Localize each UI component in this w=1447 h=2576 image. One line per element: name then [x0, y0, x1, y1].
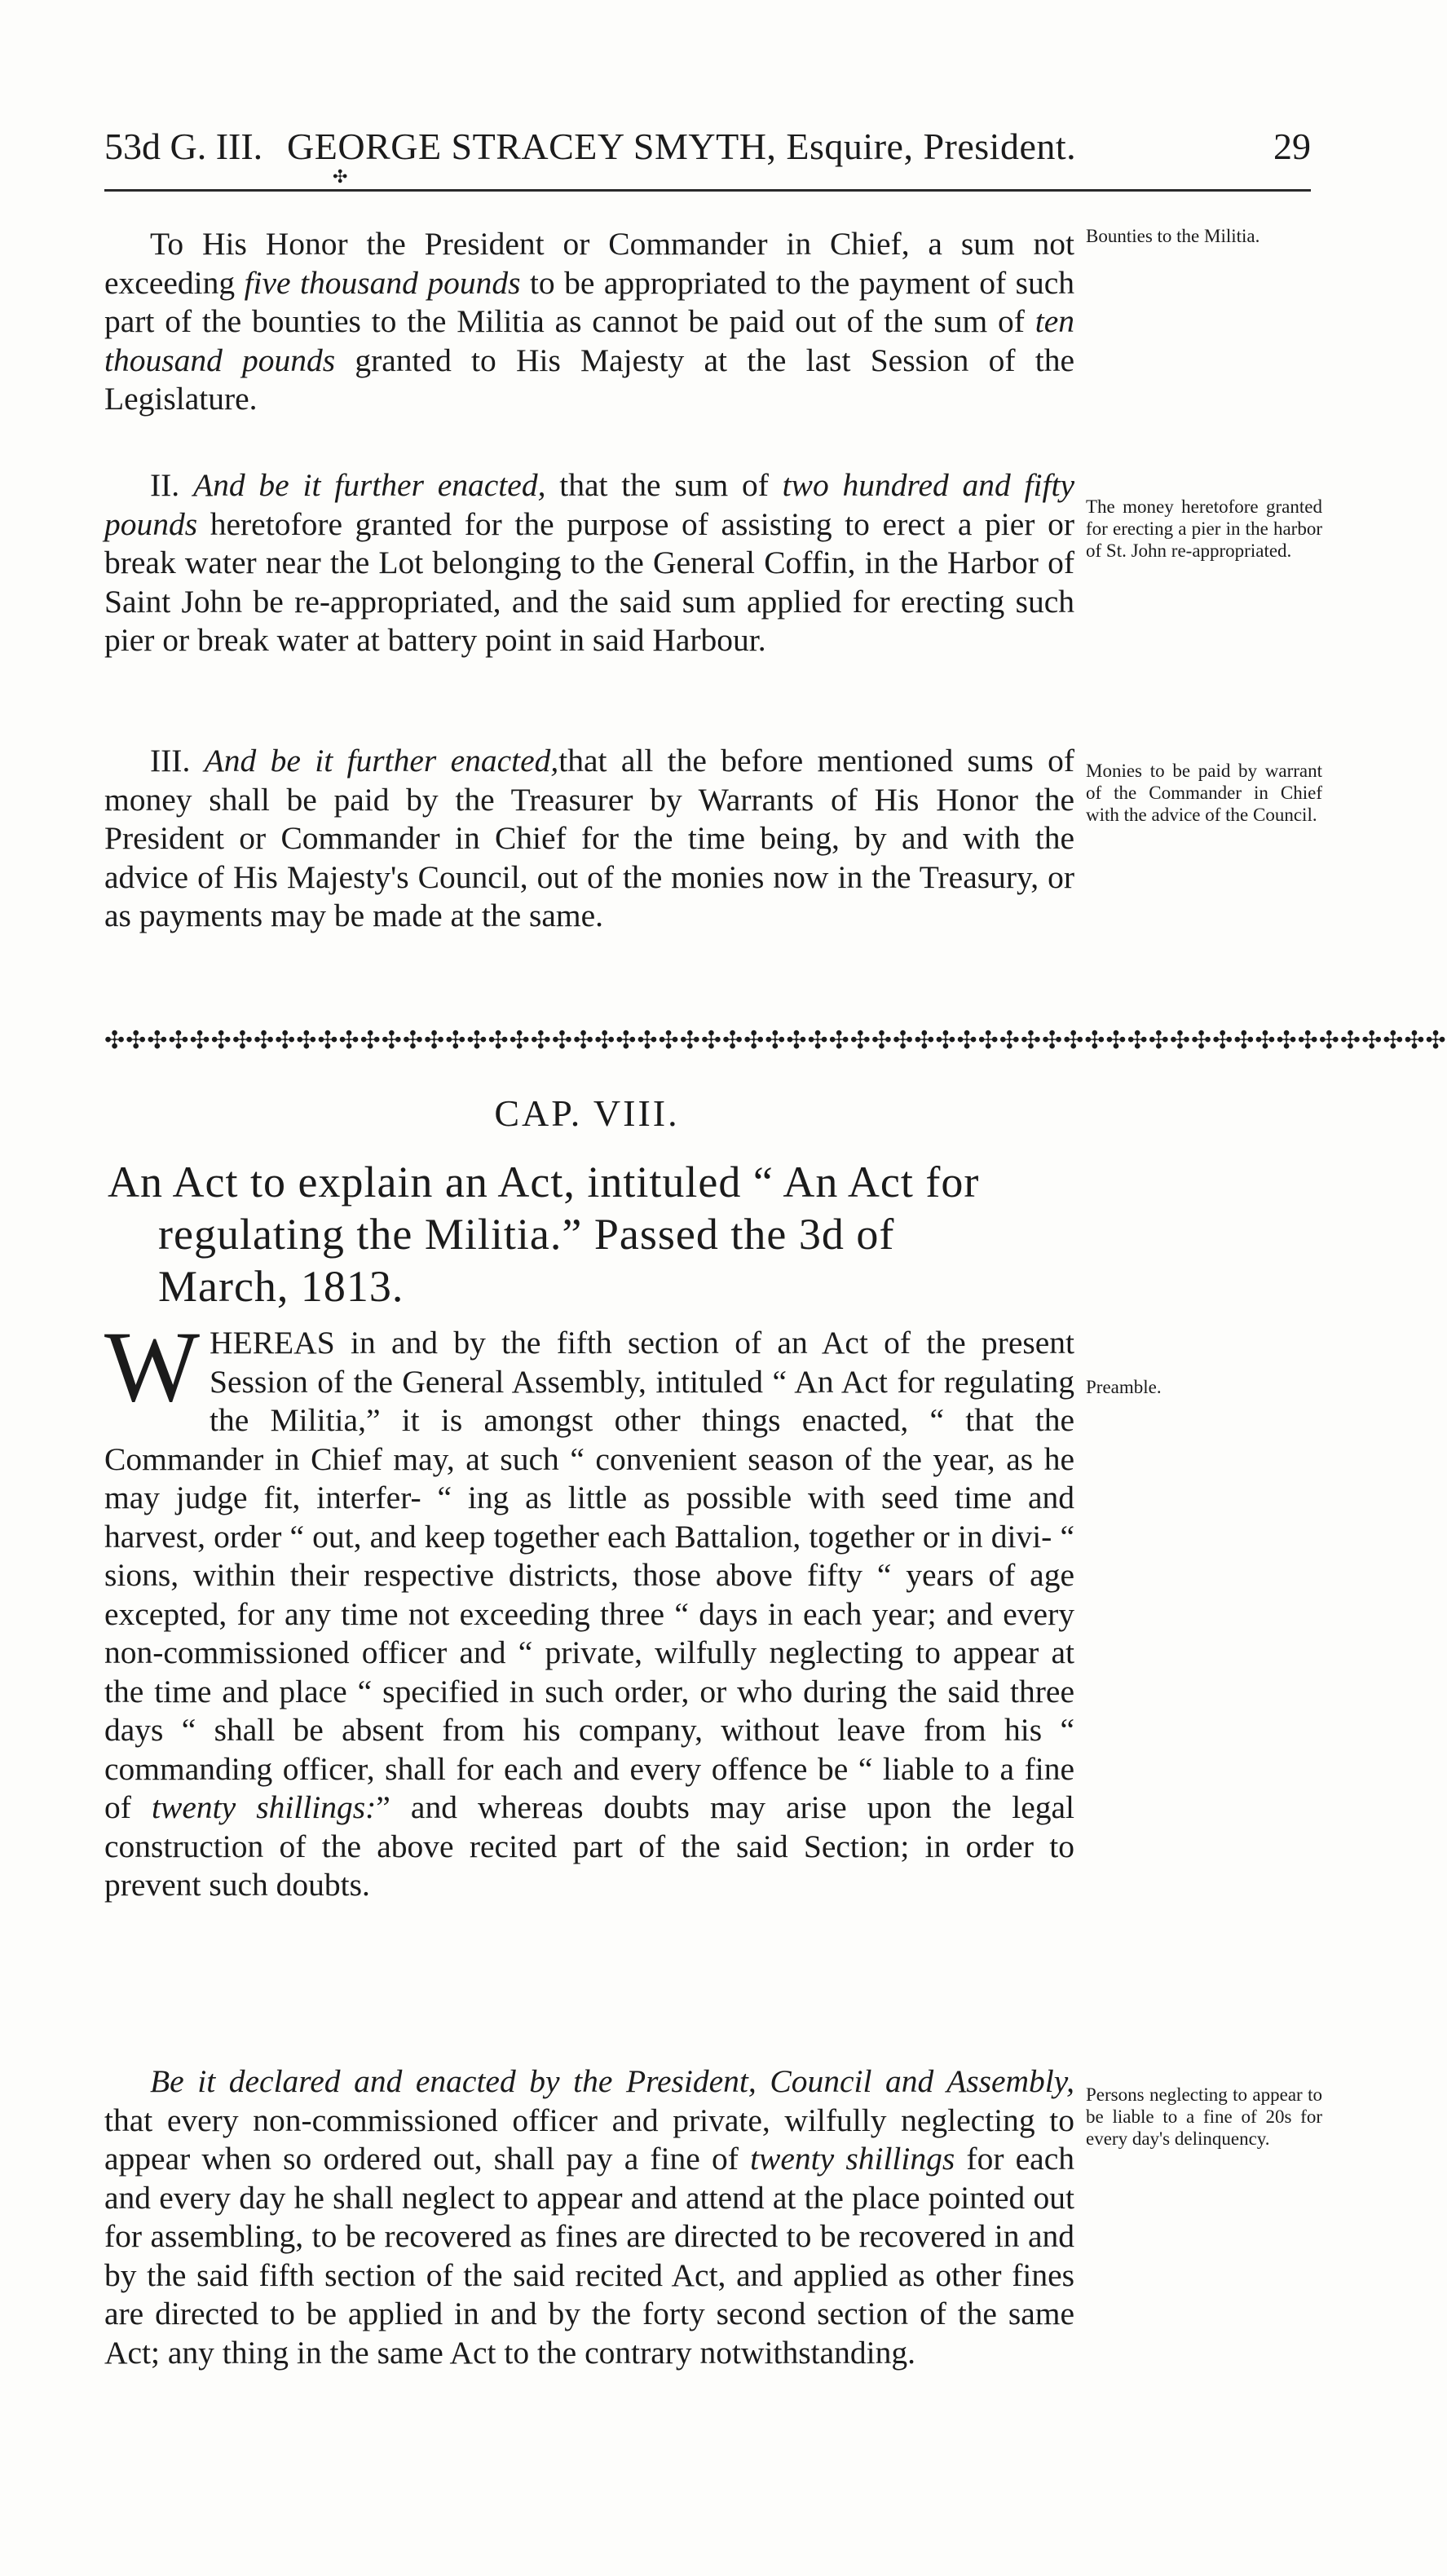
margin-note-preamble: Preamble.	[1086, 1377, 1162, 1397]
section-3-numeral: III.	[150, 743, 205, 779]
section-1-text-a: To His Honor the President or Commander in Chief, a sum not exceeding	[104, 226, 1074, 301]
margin-note-money: The money heretofore granted for erecting a pier in the harbor of St. John re-appropriated.	[1086, 496, 1322, 561]
preamble-text-end: ” and whereas doubts may arise upon the legal construction of the above recited part of the said Section; in order to prevent such doubts.	[104, 1789, 1075, 1903]
ornamental-divider: ✣✣✣✣✣✣✣✣✣✣✣✣✣✣✣✣✣✣✣✣✣✣✣✣✣✣✣✣✣✣✣✣✣✣✣✣✣✣✣✣✣✣✣✣✣✣✣✣✣✣✣✣✣✣✣✣✣✣✣✣✣✣✣	[104, 1027, 1447, 1054]
section-1-text-b: to be appropriated to the payment of such part of the bounties to the Militia as cannot be paid out of the sum of	[104, 264, 1074, 339]
margin-note-bounties: Bounties to the Militia.	[1086, 226, 1260, 246]
preamble-paragraph	[104, 1311, 1075, 1905]
preamble-dropcap: W	[104, 1311, 201, 1423]
section-1-amount-2: ten thousand pounds	[104, 303, 1074, 378]
section-3-paragraph	[104, 742, 1074, 936]
section-1-text-c: granted to His Majesty at the last Session of the Legislature.	[104, 342, 1074, 417]
preamble-fine: twenty shillings:	[152, 1789, 377, 1825]
section-3-text: that all the before mentioned sums of money shall be paid by the Treasurer by Warrants of His Honor the President or Commander in Chief for the time being, by and with the advice of His Majesty's Council, out of the monies now in the Treasury, or as payments may be made at the same.	[104, 743, 1074, 933]
section-2-numeral: II.	[150, 467, 193, 503]
act-title-line-3: March, 1813.	[158, 1262, 404, 1311]
section-2-amount: two hundred and fifty pounds	[104, 467, 1074, 542]
section-2-text-b: heretofore granted for the purpose of assisting to erect a pier or break water near the Lot belonging to the General Coffin, in the Harbor of Saint John be re-appropriated, and the said sum applied for erecting such pier or break water at battery point in said Harbour.	[104, 505, 1074, 658]
enactment-enacting-words: Be it declared and enacted by the President, Council and Assembly,	[150, 2063, 1074, 2099]
header-regnal-year: 53d G. III.	[104, 126, 263, 167]
act-title-line-1: An Act to explain an Act, intituled “ An Act for	[108, 1158, 980, 1206]
margin-note-monies: Monies to be paid by warrant of the Commander in Chief with the advice of the Council.	[1086, 761, 1322, 825]
section-1-amount-1: five thousand pounds	[244, 264, 521, 301]
enactment-text-b: for each and every day he shall neglect to appear and attend at the place pointed out for assembling, to be recovered as fines are directed to be recovered in and by the said fifth section of the said recited Act, and applied as other fines are directed to be applied in and by the forty second section of the same Act; any thing in the same Act to the contrary notwithstanding.	[104, 2141, 1074, 2371]
rule-ornament-icon: ✣	[333, 166, 348, 187]
header-rule	[104, 189, 1311, 192]
preamble-text: HEREAS in and by the fifth section of an Act of the present Session of the General Assembly, intituled “ An Act for regulating the Militia,” it is amongst other things enacted, “ that the Commander in Chief may, at such “ convenient season of the year, as he may judge fit, interfer- “ ing as little as possible with seed time and harvest, order “ out, and keep together each Battalion, together or in divi- “ sions, within their respective districts, those above fifty “ years of age excepted, for any time not exceeding three “ days in each year; and every non-commissioned officer and “ private, wilfully neglecting to appear at the time and place “ specified in such order, or who during the said three days “ shall be absent from his company, without leave from his “ commanding officer, shall for each and every offence be “ liable to a fine of	[104, 1325, 1074, 1825]
margin-note-persons: Persons neglecting to appear to be liable to a fine of 20s for every day's delinquency.	[1086, 2084, 1322, 2149]
enactment-text-a: that every non-commissioned officer and private, wilfully neglecting to appear when so ordered out, shall pay a fine of	[104, 2102, 1074, 2177]
section-3-enacting-words: And be it further enacted,	[204, 743, 559, 779]
enactment-fine: twenty shillings	[750, 2141, 955, 2177]
enactment-paragraph	[104, 2062, 1074, 2372]
chapter-number: CAP. VIII.	[494, 1092, 680, 1134]
section-2-text-a: that the sum of	[545, 467, 783, 503]
act-title	[108, 1156, 1078, 1312]
section-2-paragraph	[104, 466, 1074, 660]
header-title: GEORGE STRACEY SMYTH, Esquire, President.	[287, 126, 1077, 167]
section-1-paragraph	[104, 225, 1074, 419]
page-number: 29	[1273, 126, 1311, 167]
act-title-line-2: regulating the Militia.” Passed the 3d of	[158, 1210, 895, 1259]
section-2-enacting-words: And be it further enacted,	[192, 467, 546, 503]
